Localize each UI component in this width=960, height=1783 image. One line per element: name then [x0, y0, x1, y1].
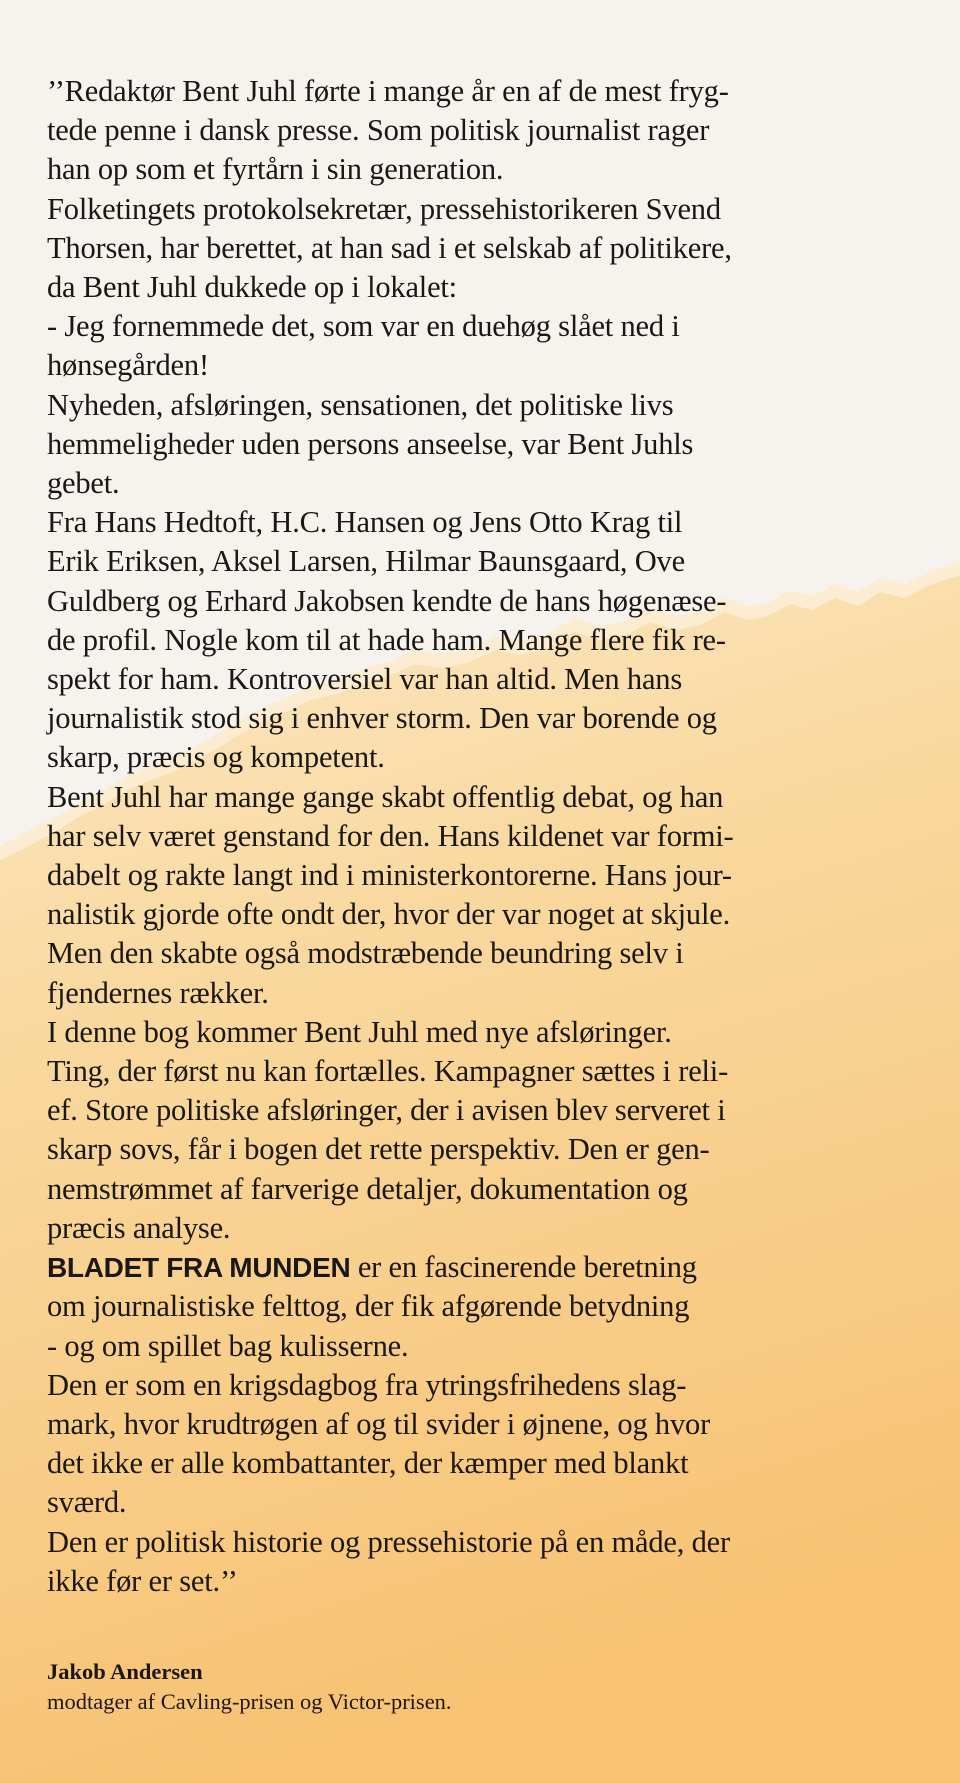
- paragraph: [47, 1366, 927, 1523]
- text-line: Thorsen, har berettet, at han sad i et selskab af politikere,: [47, 230, 732, 265]
- text-line: ef. Store politiske afsløringer, der i avisen blev serveret i: [47, 1093, 726, 1128]
- text-line: hemmeligheder uden persons anseelse, var Bent Juhls: [47, 426, 694, 461]
- text-line: tede penne i dansk presse. Som politisk journalist rager: [47, 113, 710, 148]
- blurb-paragraphs: [47, 72, 927, 1248]
- text-line: spekt for ham. Kontroversiel var han altid. Men hans: [47, 662, 683, 697]
- paragraph: [47, 190, 927, 308]
- text-line: skarp sovs, får i bogen det rette perspektiv. Den er gen-: [47, 1132, 710, 1167]
- text-line: præcis analyse.: [47, 1210, 231, 1245]
- text-line: dabelt og rakte langt ind i ministerkontorerne. Hans jour-: [47, 858, 732, 893]
- text-line: han op som et fyrtårn i sin generation.: [47, 152, 504, 187]
- paragraph: [47, 503, 927, 777]
- text-line: Den er som en krigsdagbog fra ytringsfrihedens slag-: [47, 1367, 687, 1402]
- text-line: ’’Redaktør Bent Juhl førte i mange år en af de mest fryg-: [47, 74, 729, 108]
- text-line: har selv været genstand for den. Hans kildenet var formi-: [47, 818, 734, 853]
- text-line: det ikke er alle kombattanter, der kæmper med blankt: [47, 1446, 689, 1481]
- text-line: hønsegården!: [47, 348, 209, 383]
- text-line: Erik Eriksen, Aksel Larsen, Hilmar Baunsgaard, Ove: [47, 544, 685, 579]
- text-line: nemstrømmet af farverige detaljer, dokumentation og: [47, 1171, 688, 1206]
- book-title: BLADET FRA MUNDEN: [47, 1252, 351, 1284]
- text-line: Men den skabte også modstræbende beundring selv i: [47, 936, 684, 971]
- text-line: da Bent Juhl dukkede op i lokalet:: [47, 270, 457, 305]
- text-line: sværd.: [47, 1485, 127, 1520]
- signature: [47, 1657, 847, 1717]
- paragraph: [47, 1013, 927, 1248]
- text-line: Bent Juhl har mange gange skabt offentlig debat, og han: [47, 779, 724, 814]
- text-line: Nyheden, afsløringen, sensationen, det politiske livs: [47, 387, 674, 422]
- paragraph: [47, 72, 927, 190]
- signature-title: modtager af Cavling-prisen og Victor-prisen.: [47, 1689, 452, 1714]
- paragraph: [47, 778, 927, 1013]
- text-line: Folketingets protokolsekretær, pressehistorikeren Svend: [47, 191, 721, 226]
- signature-name: Jakob Andersen: [47, 1659, 203, 1684]
- blurb-text: [47, 72, 927, 1601]
- text-line: de profil. Nogle kom til at hade ham. Mange flere fik re-: [47, 622, 726, 657]
- text-line: nalistik gjorde ofte ondt der, hvor der var noget at skjule.: [47, 897, 731, 932]
- title-line-rest: er en fascinerende beretning: [350, 1250, 697, 1285]
- text-line: journalistik stod sig i enhver storm. Den var borende og: [47, 701, 717, 736]
- paragraph: [47, 1523, 927, 1601]
- text-line: - Jeg fornemmede det, som var en duehøg slået ned i: [47, 309, 680, 344]
- paragraph: [47, 307, 927, 385]
- text-line: Ting, der først nu kan fortælles. Kampagner sættes i reli-: [47, 1054, 729, 1089]
- title-para-line: om journalistiske felttog, der fik afgørende betydning: [47, 1289, 690, 1324]
- title-paragraph: [47, 1248, 927, 1366]
- title-para-line: - og om spillet bag kulisserne.: [47, 1328, 409, 1363]
- closing-paragraphs: [47, 1366, 927, 1601]
- paragraph: [47, 386, 927, 504]
- text-line: mark, hvor krudtrøgen af og til svider i øjnene, og hvor: [47, 1406, 711, 1441]
- text-line: Fra Hans Hedtoft, H.C. Hansen og Jens Otto Krag til: [47, 505, 683, 540]
- text-line: Den er politisk historie og pressehistorie på en måde, der: [47, 1524, 730, 1559]
- text-line: fjendernes rækker.: [47, 975, 269, 1010]
- text-line: Guldberg og Erhard Jakobsen kendte de hans høgenæse-: [47, 583, 727, 618]
- text-line: ikke før er set.’’: [47, 1563, 238, 1598]
- text-line: gebet.: [47, 466, 120, 501]
- text-line: skarp, præcis og kompetent.: [47, 740, 385, 775]
- text-line: I denne bog kommer Bent Juhl med nye afsløringer.: [47, 1014, 672, 1049]
